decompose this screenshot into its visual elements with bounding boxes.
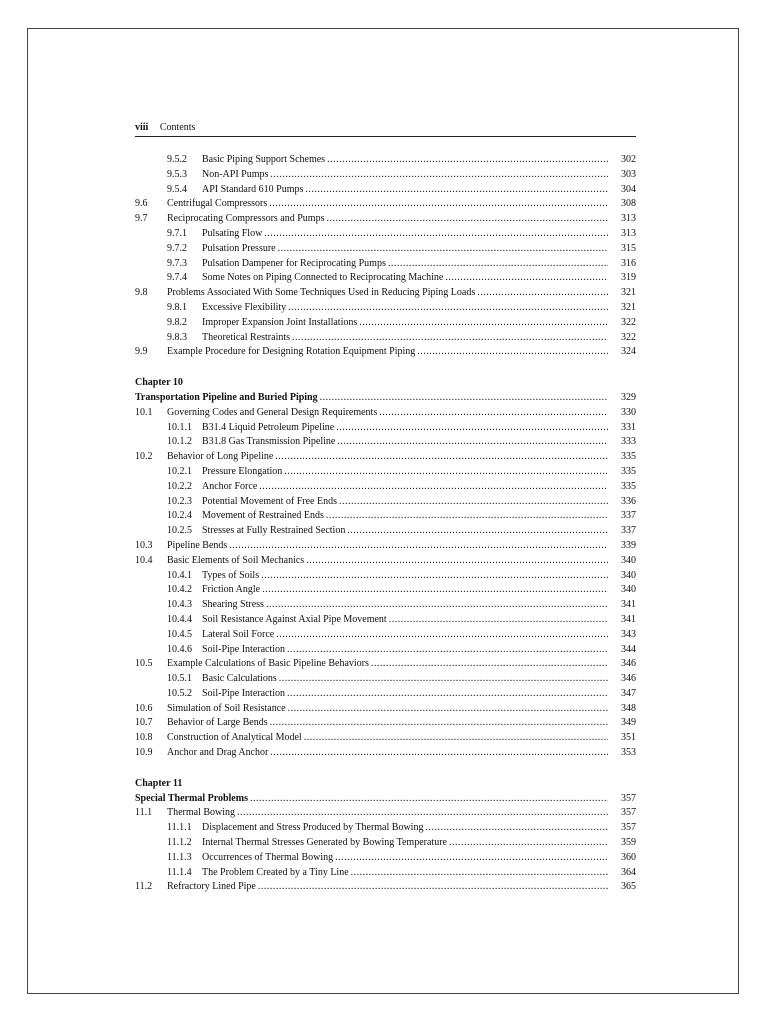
toc-page: 349 <box>621 717 636 729</box>
leader-dots <box>269 197 608 212</box>
toc-number: 9.8.3 <box>167 331 187 343</box>
toc-title: Anchor and Drag Anchor <box>167 747 269 759</box>
toc-title: Thermal Bowing <box>167 807 236 819</box>
toc-number: 10.4.5 <box>167 628 192 640</box>
toc-number: 10.1 <box>135 406 153 418</box>
toc-entry[interactable] <box>135 806 636 821</box>
toc-page: 351 <box>621 732 636 744</box>
toc-number: 10.4 <box>135 554 153 566</box>
toc-entry[interactable] <box>135 435 636 450</box>
toc-title: Basic Elements of Soil Mechanics <box>167 554 305 566</box>
toc-page: 330 <box>621 406 636 418</box>
toc-entry[interactable] <box>135 271 636 286</box>
toc-entry[interactable] <box>135 406 636 421</box>
leader-dots <box>326 509 608 524</box>
toc-title: Example Calculations of Basic Pipeline Behaviors <box>167 658 369 670</box>
toc-list <box>135 153 636 895</box>
toc-number: 11.1 <box>135 807 153 819</box>
toc-entry[interactable] <box>135 672 636 687</box>
toc-number: 9.7 <box>135 213 148 225</box>
toc-page: 319 <box>621 272 636 284</box>
toc-title: Reciprocating Compressors and Pumps <box>167 213 325 225</box>
toc-entry[interactable] <box>135 746 636 761</box>
toc-page: 313 <box>621 227 636 239</box>
toc-page: 321 <box>621 301 636 313</box>
toc-page: 336 <box>621 495 636 507</box>
leader-dots <box>264 227 608 242</box>
toc-number: 10.2.1 <box>167 465 192 477</box>
toc-page: 357 <box>621 822 636 834</box>
leader-dots <box>449 836 608 851</box>
toc-title: Centrifugal Compressors <box>167 198 268 210</box>
toc-entry[interactable] <box>135 257 636 272</box>
toc-page: 329 <box>621 391 636 403</box>
toc-page: 365 <box>621 881 636 893</box>
leader-dots <box>320 391 608 406</box>
toc-entry[interactable] <box>135 331 636 346</box>
toc-number: 9.8 <box>135 287 148 299</box>
leader-dots <box>351 866 608 881</box>
toc-number: 9.9 <box>135 346 148 358</box>
toc-page: 333 <box>621 436 636 448</box>
toc-entry[interactable] <box>135 212 636 227</box>
toc-entry[interactable] <box>135 153 636 168</box>
toc-entry[interactable] <box>135 569 636 584</box>
leader-dots <box>379 406 608 421</box>
leader-dots <box>262 583 608 598</box>
toc-title: Construction of Analytical Model <box>167 732 302 744</box>
chapter-10-heading[interactable] <box>135 391 636 406</box>
toc-number: 9.7.1 <box>167 227 187 239</box>
toc-entry[interactable] <box>135 450 636 465</box>
toc-title: Shearing Stress <box>202 599 264 611</box>
toc-title: Governing Codes and General Design Requirements <box>167 406 378 418</box>
leader-dots <box>287 687 608 702</box>
leader-dots <box>335 851 608 866</box>
leader-dots <box>304 731 608 746</box>
toc-group-chapter-11 <box>135 806 636 895</box>
leader-dots <box>359 316 608 331</box>
toc-entry[interactable] <box>135 197 636 212</box>
toc-number: 10.7 <box>135 717 153 729</box>
toc-page: 357 <box>621 807 636 819</box>
toc-title: Non-API Pumps <box>202 168 269 180</box>
toc-entry[interactable] <box>135 866 636 881</box>
toc-entry[interactable] <box>135 509 636 524</box>
toc-title: Pressure Elongation <box>202 465 283 477</box>
leader-dots <box>261 569 608 584</box>
toc-page: 335 <box>621 480 636 492</box>
toc-title: Pulsation Pressure <box>202 242 276 254</box>
toc-title: Behavior of Long Pipeline <box>167 451 274 463</box>
toc-title: Basic Calculations <box>202 673 277 685</box>
toc-title: Transportation Pipeline and Buried Piping <box>135 391 318 403</box>
toc-number: 10.2.3 <box>167 495 192 507</box>
toc-title: Occurrences of Thermal Bowing <box>202 851 334 863</box>
toc-page: 316 <box>621 257 636 269</box>
toc-title: Pipeline Bends <box>167 539 228 551</box>
leader-dots <box>276 628 608 643</box>
toc-number: 9.5.2 <box>167 154 187 165</box>
toc-page: 341 <box>621 599 636 611</box>
toc-group-chapter-9 <box>135 153 636 360</box>
leader-dots <box>306 554 608 569</box>
toc-page: 304 <box>621 183 636 195</box>
toc-page: 348 <box>621 702 636 714</box>
toc-page: 346 <box>621 673 636 685</box>
toc-entry[interactable] <box>135 183 636 198</box>
leader-dots <box>250 792 608 807</box>
toc-page: 315 <box>621 242 636 254</box>
leader-dots <box>339 495 608 510</box>
leader-dots <box>237 806 608 821</box>
toc-page: 337 <box>621 510 636 522</box>
chapter-10-label: Chapter 10 <box>135 377 183 389</box>
toc-title: Basic Piping Support Schemes <box>202 154 326 165</box>
toc-entry[interactable] <box>135 227 636 242</box>
leader-dots <box>259 480 608 495</box>
toc-page: 346 <box>621 658 636 670</box>
toc-entry[interactable] <box>135 836 636 851</box>
toc-title: Soil-Pipe Interaction <box>202 643 286 655</box>
toc-entry[interactable] <box>135 880 636 895</box>
toc-entry[interactable] <box>135 495 636 510</box>
toc-page: 364 <box>621 866 636 878</box>
leader-dots <box>278 242 608 257</box>
toc-entry[interactable] <box>135 583 636 598</box>
toc-title: Simulation of Soil Resistance <box>167 702 286 714</box>
toc-page: 339 <box>621 539 636 551</box>
leader-dots <box>266 598 608 613</box>
toc-page: 337 <box>621 525 636 537</box>
leader-dots <box>336 421 608 436</box>
toc-entry[interactable] <box>135 242 636 257</box>
toc-entry[interactable] <box>135 702 636 717</box>
toc-title: The Problem Created by a Tiny Line <box>202 866 349 878</box>
toc-title: Lateral Soil Force <box>202 628 275 640</box>
header-title: Contents <box>159 122 196 133</box>
toc-entry[interactable] <box>135 687 636 702</box>
toc-number: 10.4.1 <box>167 569 192 581</box>
toc-title: Problems Associated With Some Techniques Used in Reducing Piping Loads <box>167 287 476 299</box>
toc-number: 10.4.3 <box>167 599 192 611</box>
toc-entry[interactable] <box>135 301 636 316</box>
toc-number: 9.7.2 <box>167 242 187 254</box>
toc-page: 360 <box>621 851 636 863</box>
leader-dots <box>275 450 608 465</box>
toc-number: 10.1.2 <box>167 436 192 448</box>
toc-number: 11.1.4 <box>167 866 192 878</box>
toc-group-chapter-10 <box>135 406 636 761</box>
chapter-11-label: Chapter 11 <box>135 777 183 789</box>
toc-title: Refractory Lined Pipe <box>167 881 256 893</box>
toc-entry[interactable] <box>135 286 636 301</box>
leader-dots <box>229 539 608 554</box>
toc-entry[interactable] <box>135 554 636 569</box>
toc-entry[interactable] <box>135 168 636 183</box>
toc-title: Theoretical Restraints <box>202 331 291 343</box>
leader-dots <box>270 746 608 761</box>
running-head <box>135 121 636 137</box>
leader-dots <box>347 524 608 539</box>
toc-entry[interactable] <box>135 316 636 331</box>
toc-number: 9.5.3 <box>167 168 187 180</box>
toc-entry[interactable] <box>135 731 636 746</box>
leader-dots <box>270 168 608 183</box>
toc-page: 341 <box>621 613 636 625</box>
toc-title: Example Procedure for Designing Rotation Equipment Piping <box>167 346 416 358</box>
toc-number: 10.6 <box>135 702 153 714</box>
toc-page: 347 <box>621 687 636 699</box>
toc-number: 10.9 <box>135 747 153 759</box>
leader-dots <box>371 657 608 672</box>
toc-title: Types of Soils <box>202 569 260 581</box>
toc-entry[interactable] <box>135 851 636 866</box>
toc-title: Pulsation Dampener for Reciprocating Pumps <box>202 257 386 269</box>
toc-number: 9.8.2 <box>167 316 187 328</box>
leader-dots <box>477 286 608 301</box>
toc-number: 9.7.3 <box>167 257 187 269</box>
toc-page: 357 <box>621 792 636 804</box>
leader-dots <box>417 345 608 360</box>
leader-dots <box>388 257 608 272</box>
leader-dots <box>445 271 608 286</box>
toc-page: 340 <box>621 554 636 566</box>
toc-title: Internal Thermal Stresses Generated by Bowing Temperature <box>202 837 447 849</box>
toc-number: 9.8.1 <box>167 301 187 313</box>
toc-page: 340 <box>621 569 636 581</box>
leader-dots <box>305 183 608 198</box>
toc-title: Excessive Flexibility <box>202 301 287 313</box>
toc-title: Potential Movement of Free Ends <box>202 495 337 507</box>
leader-dots <box>284 465 608 480</box>
leader-dots <box>288 301 608 316</box>
toc-number: 9.5.4 <box>167 183 187 195</box>
toc-number: 9.7.4 <box>167 272 187 284</box>
toc-title: Behavior of Large Bends <box>167 717 268 729</box>
toc-page: 344 <box>621 643 636 655</box>
toc-number: 11.1.1 <box>167 822 192 834</box>
toc-entry[interactable] <box>135 524 636 539</box>
toc-number: 10.5.2 <box>167 687 192 699</box>
header-page-number: viii <box>135 122 149 133</box>
toc-title: Displacement and Stress Produced by Thermal Bowing <box>202 822 424 834</box>
toc-number: 11.2 <box>135 881 153 893</box>
toc-title: Some Notes on Piping Connected to Reciprocating Machine <box>202 272 444 284</box>
contents-page <box>135 121 636 895</box>
leader-dots <box>389 613 608 628</box>
leader-dots <box>288 702 608 717</box>
toc-number: 10.2.5 <box>167 525 192 537</box>
toc-number: 10.5 <box>135 658 153 670</box>
toc-number: 10.4.4 <box>167 613 192 625</box>
toc-page: 335 <box>621 465 636 477</box>
toc-page: 324 <box>621 346 636 358</box>
toc-number: 10.4.2 <box>167 584 192 596</box>
toc-page: 335 <box>621 451 636 463</box>
toc-page: 340 <box>621 584 636 596</box>
toc-entry[interactable] <box>135 821 636 836</box>
leader-dots <box>292 331 608 346</box>
toc-number: 11.1.2 <box>167 837 192 849</box>
toc-title: Anchor Force <box>202 480 258 492</box>
toc-entry[interactable] <box>135 539 636 554</box>
toc-page: 303 <box>621 168 636 180</box>
chapter-11-heading[interactable] <box>135 792 636 807</box>
toc-number: 10.2 <box>135 451 153 463</box>
toc-entry[interactable] <box>135 613 636 628</box>
toc-entry[interactable] <box>135 465 636 480</box>
toc-title: Soil-Pipe Interaction <box>202 687 286 699</box>
toc-title: B31.4 Liquid Petroleum Pipeline <box>202 421 335 433</box>
toc-entry[interactable] <box>135 657 636 672</box>
toc-title: Improper Expansion Joint Installations <box>202 316 358 328</box>
toc-entry[interactable] <box>135 480 636 495</box>
leader-dots <box>326 212 608 227</box>
toc-page: 353 <box>621 747 636 759</box>
leader-dots <box>327 153 608 168</box>
toc-title: Special Thermal Problems <box>135 792 248 804</box>
toc-title: API Standard 610 Pumps <box>202 183 304 195</box>
toc-page: 359 <box>621 837 636 849</box>
leader-dots <box>287 643 608 658</box>
toc-number: 10.2.4 <box>167 510 192 522</box>
toc-entry[interactable] <box>135 598 636 613</box>
toc-title: Soil Resistance Against Axial Pipe Movement <box>202 613 387 625</box>
toc-number: 9.6 <box>135 198 148 210</box>
toc-number: 10.5.1 <box>167 673 192 685</box>
toc-title: Pulsating Flow <box>202 227 263 239</box>
leader-dots <box>425 821 608 836</box>
toc-page: 322 <box>621 331 636 343</box>
toc-page: 313 <box>621 213 636 225</box>
toc-entry[interactable] <box>135 345 636 360</box>
toc-number: 10.8 <box>135 732 153 744</box>
toc-title: Stresses at Fully Restrained Section <box>202 525 346 537</box>
toc-page: 343 <box>621 628 636 640</box>
toc-page: 308 <box>621 198 636 210</box>
toc-number: 10.1.1 <box>167 421 192 433</box>
leader-dots <box>337 435 608 450</box>
toc-entry[interactable] <box>135 421 636 436</box>
toc-page: 331 <box>621 421 636 433</box>
leader-dots <box>279 672 608 687</box>
toc-page: 321 <box>621 287 636 299</box>
toc-number: 10.3 <box>135 539 153 551</box>
leader-dots <box>258 880 608 895</box>
toc-number: 11.1.3 <box>167 851 192 863</box>
toc-title: Friction Angle <box>202 584 261 596</box>
toc-entry[interactable] <box>135 643 636 658</box>
toc-title: Movement of Restrained Ends <box>202 510 324 522</box>
toc-page: 322 <box>621 316 636 328</box>
toc-title: B31.8 Gas Transmission Pipeline <box>202 436 336 448</box>
toc-entry[interactable] <box>135 716 636 731</box>
toc-entry[interactable] <box>135 628 636 643</box>
leader-dots <box>270 716 608 731</box>
toc-number: 10.4.6 <box>167 643 192 655</box>
toc-page: 302 <box>621 154 636 165</box>
toc-number: 10.2.2 <box>167 480 192 492</box>
